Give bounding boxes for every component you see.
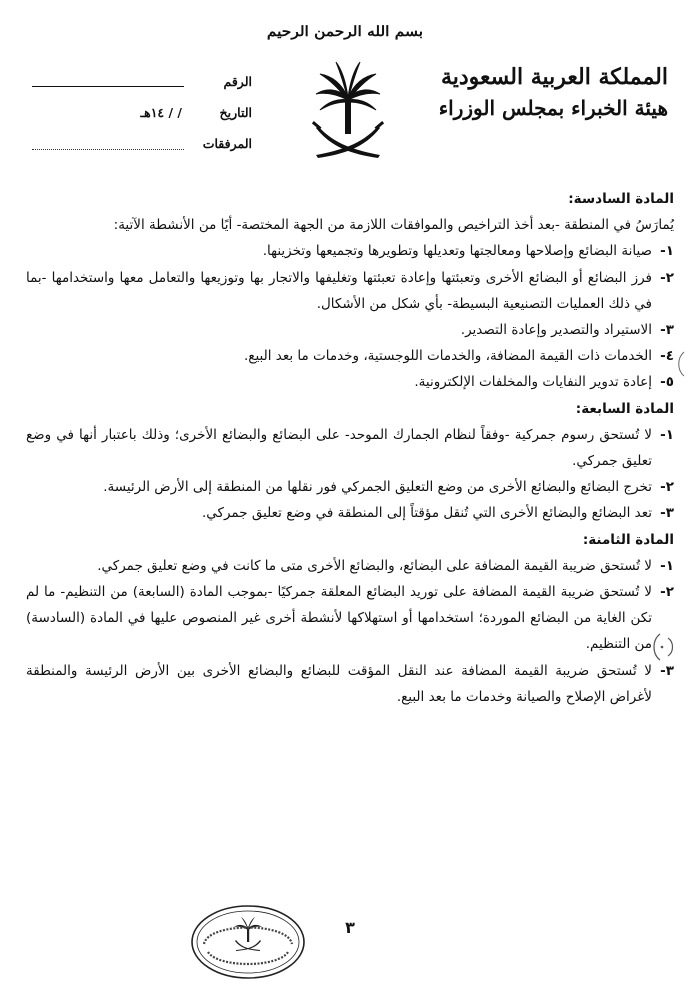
attachments-row — [32, 128, 252, 159]
article-6-heading: المادة السادسة: — [568, 191, 674, 207]
item-number: ٤- — [660, 348, 674, 365]
article-8-item — [26, 579, 674, 658]
article-7-item — [26, 422, 674, 474]
item-text: إعادة تدوير النفايات والمخلفات الإلكترونية. — [414, 374, 652, 391]
article-6-item — [26, 343, 674, 369]
attachments-label: المرفقات — [202, 136, 252, 151]
item-text: لا تُستحق رسوم جمركية -وفقاً لنظام الجمارك الموحد- على البضائع والبضائع الأخرى؛ وذلك باعتبار أنها في وضع تعليق جمركي. — [26, 426, 652, 470]
item-number: ١- — [660, 243, 674, 260]
date-label: التاريخ — [219, 105, 252, 120]
palm-swords-emblem-icon — [308, 58, 388, 166]
reference-label: الرقم — [223, 74, 252, 89]
organization-header — [418, 62, 668, 124]
article-7-heading: المادة السابعة: — [575, 400, 674, 417]
item-number: ٢- — [660, 479, 674, 496]
reference-line — [32, 76, 184, 87]
item-number: ٣- — [660, 322, 674, 339]
margin-hole-mark-icon — [648, 630, 678, 664]
article-8-item — [26, 553, 674, 579]
date-row — [32, 97, 252, 128]
authority-name: هيئة الخبراء بمجلس الوزراء — [438, 96, 668, 120]
article-6-item — [26, 238, 674, 264]
item-text: لا تُستحق ضريبة القيمة المضافة على توريد البضائع المعلقة جمركيًا -بموجب المادة (السابعة) من التنظيم- ما لم تكن الغاية من البضائع الموردة؛ استخدامها أو استهلاكها لأنشطة أخرى غير المنصوص عليها في المادة (السادسة) من التنظيم. — [26, 584, 652, 653]
page-number: ٣ — [345, 918, 355, 937]
date-value: / / ١٤هـ — [140, 105, 182, 120]
country-name: المملكة العربية السعودية — [440, 64, 668, 90]
article-7-item — [26, 500, 674, 526]
item-text: لا تُستحق ضريبة القيمة المضافة على البضائع، والبضائع الأخرى متى ما كانت في وضع تعليق جمركي. — [97, 557, 652, 574]
reference-block — [32, 66, 252, 159]
article-6-intro: يُمارَسُ في المنطقة -بعد أخذ التراخيص والموافقات اللازمة من الجهة المختصة- أيًا من الأنشطة الآتية: — [113, 217, 674, 234]
item-number: ١- — [660, 426, 674, 443]
attachments-line — [32, 137, 184, 150]
item-text: الخدمات ذات القيمة المضافة، والخدمات اللوجستية، وخدمات ما بعد البيع. — [243, 348, 652, 365]
item-text: تعد البضائع والبضائع الأخرى التي تُنقل مؤقتاً إلى المنطقة في وضع تعليق جمركي. — [201, 505, 652, 522]
article-8-heading: المادة الثامنة: — [582, 531, 674, 548]
basmala: بسم الله الرحمن الرحيم — [266, 24, 424, 40]
item-text: لا تُستحق ضريبة القيمة المضافة عند النقل المؤقت للبضائع والبضائع الأخرى بين الأرض الرئيسة والمنطقة لأغراض الإصلاح والصيانة وخدمات ما بعد البيع. — [26, 662, 652, 705]
article-7-item — [26, 474, 674, 500]
item-number: ٣- — [660, 505, 674, 522]
article-6-item — [26, 265, 674, 317]
article-6-item — [26, 317, 674, 343]
margin-bracket-icon — [674, 350, 686, 378]
item-number: ٢- — [660, 269, 674, 286]
article-6-item — [26, 369, 674, 395]
item-text: تخرج البضائع والبضائع الأخرى من وضع التعليق الجمركي فور نقلها من المنطقة إلى الأرض الرئيسة. — [103, 479, 652, 496]
article-8-item — [26, 658, 674, 710]
item-number: ١- — [660, 557, 674, 574]
item-number: ٣- — [660, 662, 674, 679]
item-text: فرز البضائع أو البضائع الأخرى وتعبئتها وإعادة تعبئتها وتغليفها والاتجار بها وتوزيعها والتعامل معها واستخدامها -بما في ذلك العمليات التصنيعية البسيطة- بأي شكل من الأشكال. — [26, 269, 652, 312]
item-text: الاستيراد والتصدير وإعادة التصدير. — [460, 322, 652, 339]
item-text: صيانة البضائع وإصلاحها ومعالجتها وتعديلها وتطويرها وتجميعها وتخزينها. — [262, 243, 652, 260]
item-number: ٥- — [660, 374, 674, 391]
item-number: ٢- — [660, 584, 674, 601]
document-body — [26, 186, 674, 710]
reference-row — [32, 66, 252, 97]
official-seal-stamp-icon — [188, 902, 308, 982]
